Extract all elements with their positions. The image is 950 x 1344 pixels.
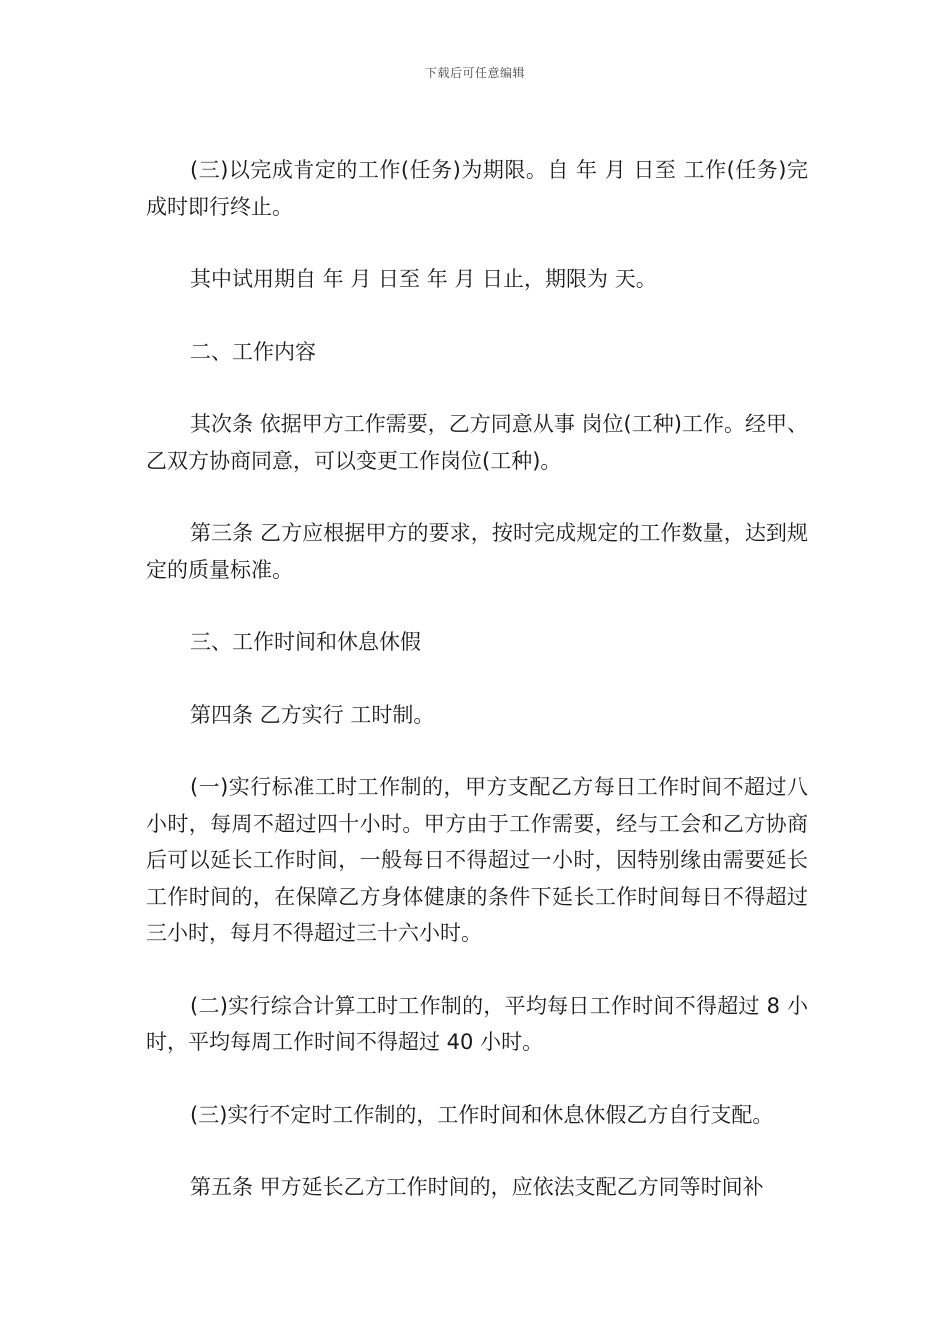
- paragraph-standard-hours: (一)实行标准工时工作制的，甲方支配乙方每日工作时间不超过八小时，每周不超过四十小时。甲方由于工作需要，经与工会和乙方协商后可以延长工作时间，一般每日不得超过一小时，因特别缘由需要延长工作时间的，在保障乙方身体健康的条件下延长工作时间每日不得超过三小时，每月不得超过三十六小时。: [146, 775, 808, 945]
- paragraph-article-5: 第五条 甲方延长乙方工作时间的，应依法支配乙方同等时间补: [190, 1175, 764, 1199]
- paragraph-term-task: (三)以完成肯定的工作(任务)为期限。自 年 月 日至 工作(任务)完成时即行终止。: [146, 158, 808, 219]
- paragraph-article-3: 第三条 乙方应根据甲方的要求，按时完成规定的工作数量，达到规定的质量标准。: [146, 521, 808, 582]
- paragraph-article-2: 其次条 依据甲方工作需要，乙方同意从事 岗位(工种)工作。经甲、乙双方协商同意，可以变更工作岗位(工种)。: [146, 412, 808, 473]
- section-heading-work-time: 三、工作时间和休息休假: [190, 630, 421, 654]
- paragraph-flexible-hours: (三)实行不定时工作制的，工作时间和休息休假乙方自行支配。: [190, 1102, 774, 1127]
- paragraph-article-4: 第四条 乙方实行 工时制。: [190, 702, 435, 727]
- section-heading-work-content: 二、工作内容: [190, 339, 316, 364]
- header-note: 下载后可任意编辑: [424, 66, 525, 80]
- paragraph-probation: 其中试用期自 年 月 日至 年 月 日止，期限为 天。: [190, 267, 657, 291]
- document-body: [146, 152, 808, 1242]
- paragraph-comprehensive-hours: (二)实行综合计算工时工作制的，平均每日工作时间不得超过 8 小时，平均每周工作时间不得超过 40 小时。: [146, 993, 808, 1054]
